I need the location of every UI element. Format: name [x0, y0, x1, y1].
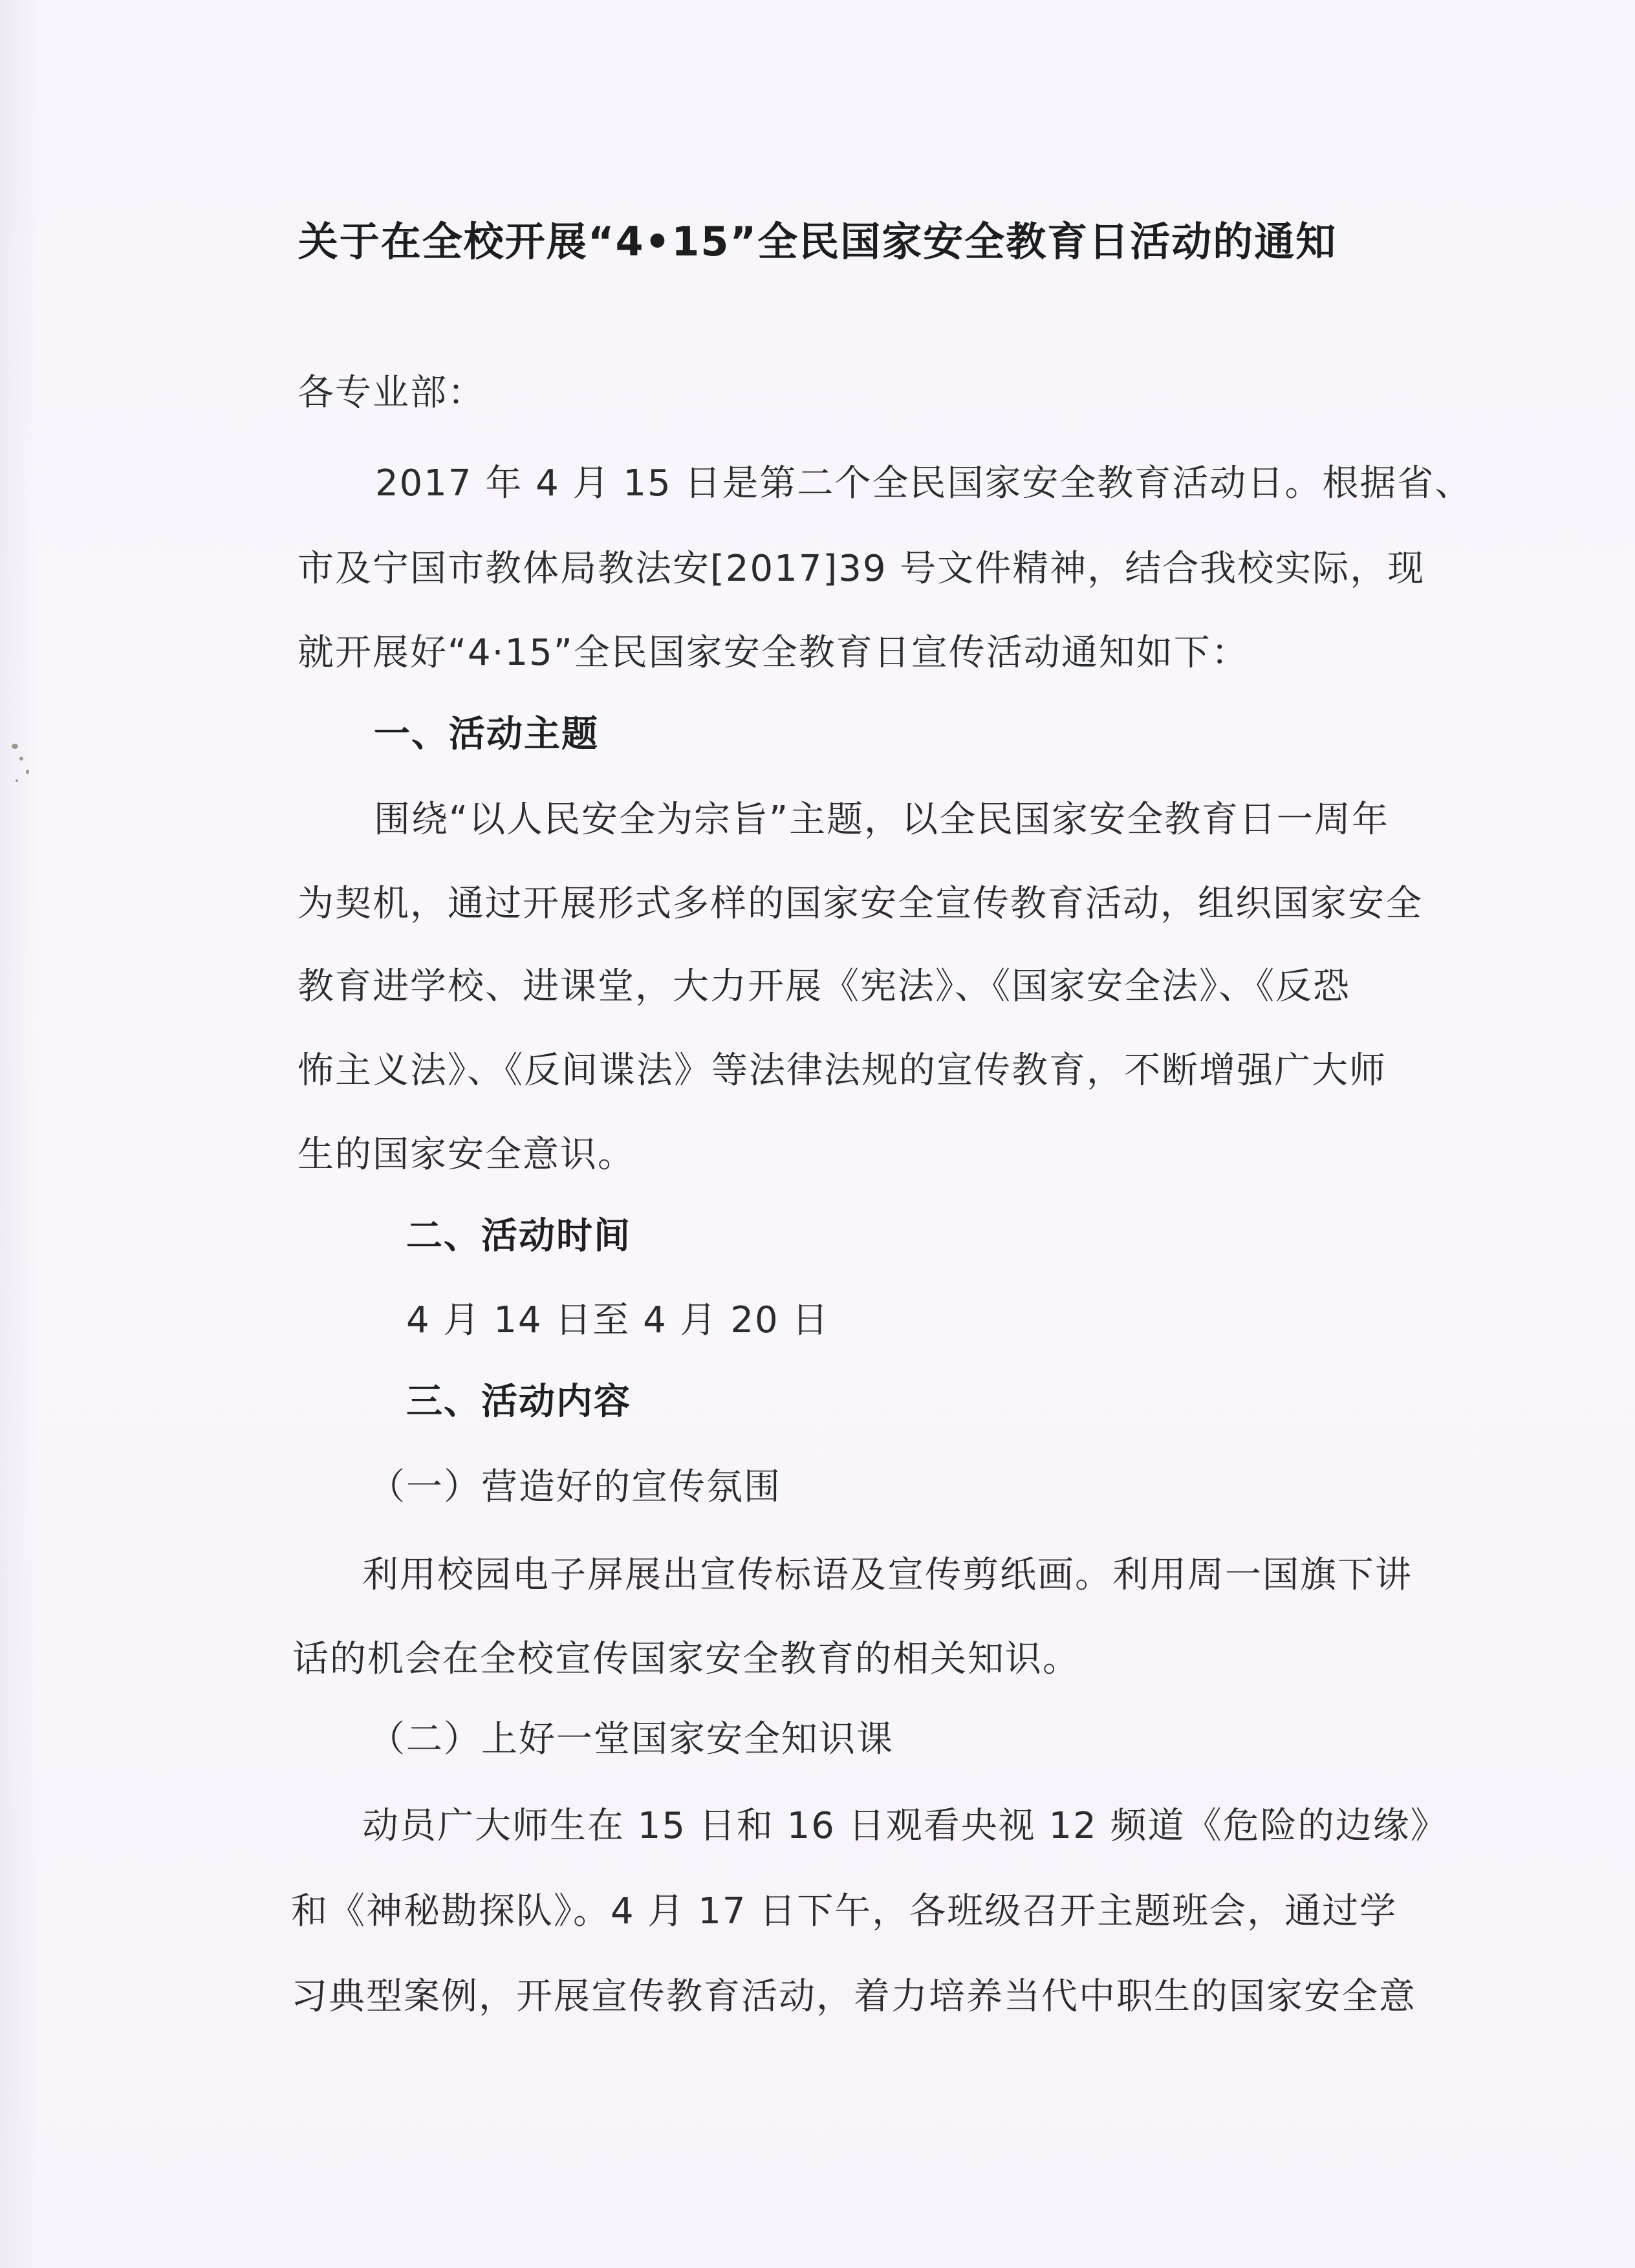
document-title: 关于在全校开展“4•15”全民国家安全教育日活动的通知 [298, 218, 1337, 265]
theme-line-4: 怖主义法》、《反间谍法》等法律法规的宣传教育，不断增强广大师 [298, 1050, 1387, 1092]
theme-line-2: 为契机，通过开展形式多样的国家安全宣传教育活动，组织国家安全 [298, 883, 1423, 925]
sub1-line-1: 利用校园电子屏展出宣传标语及宣传剪纸画。利用周一国旗下讲 [362, 1554, 1413, 1596]
intro-line-2: 市及宁国市教体局教法安[2017]39 号文件精神，结合我校实际，现 [298, 548, 1425, 590]
intro-line-1: 2017 年 4 月 15 日是第二个全民国家安全教育活动日。根据省、 [375, 462, 1473, 504]
theme-line-5: 生的国家安全意识。 [298, 1134, 635, 1176]
sub2-heading: （二）上好一堂国家安全知识课 [369, 1718, 894, 1760]
theme-line-1: 围绕“以人民安全为宗旨”主题，以全民国家安全教育日一周年 [374, 799, 1390, 841]
scan-shadow [0, 0, 39, 2268]
sub1-heading: （一）营造好的宣传氛围 [369, 1466, 781, 1508]
theme-heading: 一、活动主题 [374, 713, 599, 755]
scan-speck [16, 779, 18, 782]
intro-line-3: 就开展好“4·15”全民国家安全教育日宣传活动通知如下： [298, 632, 1249, 674]
sub1-line-2: 话的机会在全校宣传国家安全教育的相关知识。 [292, 1638, 1080, 1680]
sub2-line-3: 习典型案例，开展宣传教育活动，着力培养当代中职生的国家安全意 [291, 1976, 1416, 2018]
scan-speck [12, 744, 18, 749]
salutation: 各专业部： [298, 372, 485, 414]
time-heading: 二、活动时间 [406, 1215, 631, 1257]
sub2-line-1: 动员广大师生在 15 日和 16 日观看央视 12 频道《危险的边缘》 [362, 1805, 1448, 1847]
scan-speck [26, 770, 29, 774]
theme-line-3: 教育进学校、进课堂，大力开展《宪法》、《国家安全法》、《反恐 [298, 966, 1350, 1008]
time-line: 4 月 14 日至 4 月 20 日 [406, 1299, 830, 1341]
sub2-line-2: 和《神秘勘探队》。4 月 17 日下午，各班级召开主题班会，通过学 [291, 1890, 1398, 1932]
content-heading: 三、活动内容 [406, 1381, 631, 1423]
scan-speck [19, 757, 23, 761]
